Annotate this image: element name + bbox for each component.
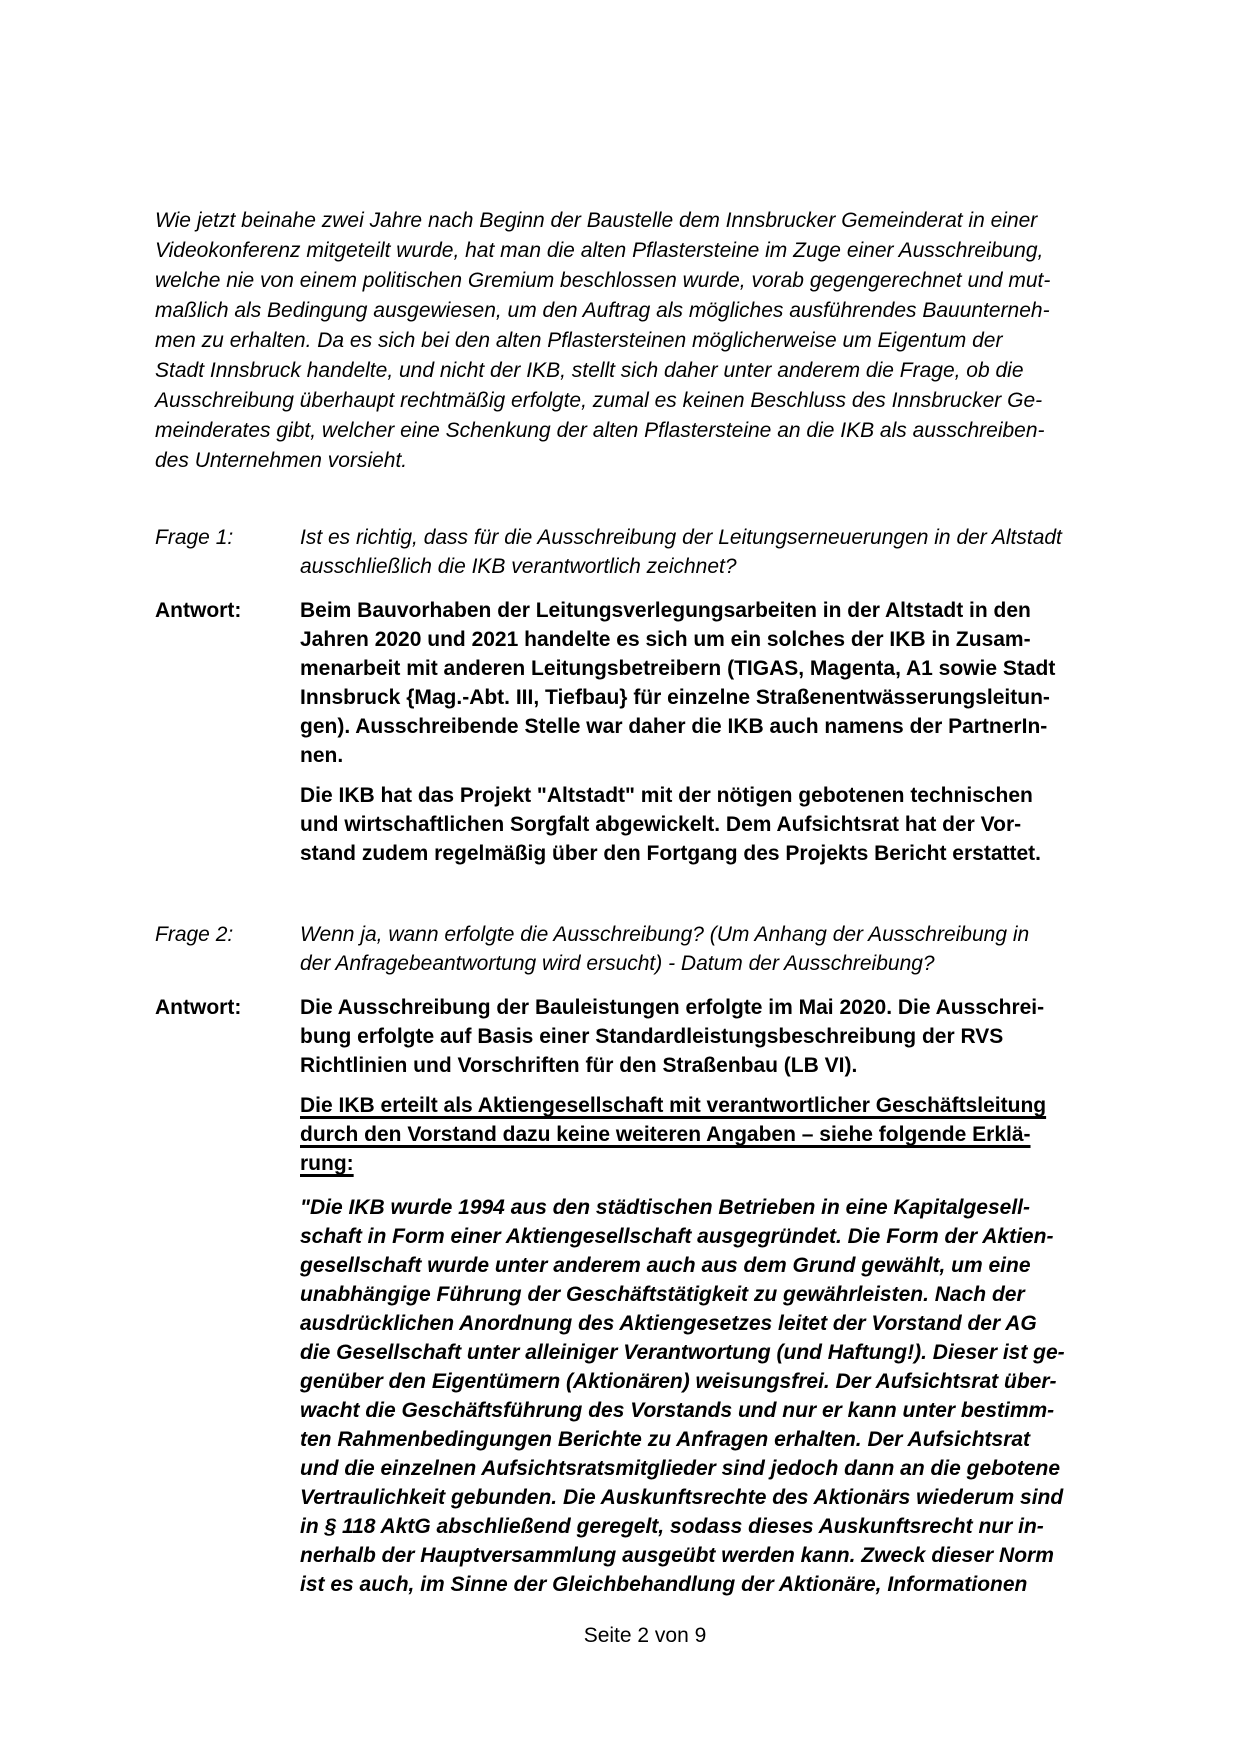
- text-line: der Anfragebeantwortung wird ersucht) - Datum der Ausschreibung?: [300, 952, 935, 975]
- text-line: rung:: [300, 1152, 354, 1175]
- text-line: Ausschreibung überhaupt rechtmäßig erfolgte, zumal es keinen Beschluss des Innsbrucker Ge-: [155, 389, 1043, 412]
- answer-1-row: [155, 596, 1241, 770]
- text-line: Die IKB erteilt als Aktiengesellschaft mit verantwortlicher Geschäftsleitung: [300, 1094, 1047, 1117]
- answer-1-paragraph-2: [300, 781, 1241, 868]
- text-line: und wirtschaftlichen Sorgfalt abgewickelt. Dem Aufsichtsrat hat der Vor-: [300, 813, 1022, 836]
- text-line: stand zudem regelmäßig über den Fortgang des Projekts Bericht erstattet.: [300, 842, 1041, 865]
- text-line: durch den Vorstand dazu keine weiteren Angaben – siehe folgende Erklä-: [300, 1123, 1031, 1146]
- text-line: wacht die Geschäftsführung des Vorstands und nur er kann unter bestimm-: [300, 1399, 1055, 1422]
- question-1-label: Frage 1:: [155, 526, 234, 549]
- answer-1-label: Antwort:: [155, 599, 242, 622]
- text-line: maßlich als Bedingung ausgewiesen, um den Auftrag als mögliches ausführendes Bauunterneh-: [155, 299, 1050, 322]
- text-line: Die Ausschreibung der Bauleistungen erfolgte im Mai 2020. Die Ausschrei-: [300, 996, 1045, 1019]
- intro-paragraph: [155, 206, 1241, 476]
- text-line: welche nie von einem politischen Gremium beschlossen wurde, vorab gegengerechnet und mut-: [155, 269, 1051, 292]
- text-line: gesellschaft wurde unter anderem auch aus dem Grund gewählt, um eine: [300, 1254, 1031, 1277]
- text-line: ten Rahmenbedingungen Berichte zu Anfragen erhalten. Der Aufsichtsrat: [300, 1428, 1031, 1451]
- question-2-row: [155, 920, 1241, 978]
- text-line: unabhängige Führung der Geschäftstätigkeit zu gewährleisten. Nach der: [300, 1283, 1025, 1306]
- text-line: meinderates gibt, welcher eine Schenkung der alten Pflastersteine an die IKB als ausschreiben-: [155, 419, 1045, 442]
- text-line: Die IKB hat das Projekt "Altstadt" mit der nötigen gebotenen technischen: [300, 784, 1033, 807]
- text-line: Wie jetzt beinahe zwei Jahre nach Beginn der Baustelle dem Innsbrucker Gemeinderat in einer: [155, 209, 1038, 232]
- text-line: bung erfolgte auf Basis einer Standardleistungsbeschreibung der RVS: [300, 1025, 1004, 1048]
- answer-2-paragraph-1: [300, 993, 1044, 1080]
- answer-2-row: [155, 993, 1241, 1080]
- text-line: nerhalb der Hauptversammlung ausgeübt werden kann. Zweck dieser Norm: [300, 1544, 1054, 1567]
- answer-1-paragraph-1: [300, 596, 1055, 770]
- page-number: Seite 2 von 9: [583, 1624, 707, 1647]
- text-line: schaft in Form einer Aktiengesellschaft ausgegründet. Die Form der Aktien-: [300, 1225, 1054, 1248]
- text-line: Wenn ja, wann erfolgte die Ausschreibung? (Um Anhang der Ausschreibung in: [300, 923, 1030, 946]
- text-line: ausschließlich die IKB verantwortlich zeichnet?: [300, 555, 737, 578]
- text-line: ausdrücklichen Anordnung des Aktiengesetzes leitet der Vorstand der AG: [300, 1312, 1037, 1335]
- text-line: Stadt Innsbruck handelte, und nicht der IKB, stellt sich daher unter anderem die Frage, ob die: [155, 359, 1024, 382]
- text-line: Jahren 2020 und 2021 handelte es sich um ein solches der IKB in Zusam-: [300, 628, 1031, 651]
- text-line: Ist es richtig, dass für die Ausschreibung der Leitungserneuerungen in der Altstadt: [300, 526, 1062, 549]
- text-line: genüber den Eigentümern (Aktionären) weisungsfrei. Der Aufsichtsrat über-: [300, 1370, 1057, 1393]
- text-line: "Die IKB wurde 1994 aus den städtischen Betrieben in eine Kapitalgesell-: [300, 1196, 1031, 1219]
- text-line: in § 118 AktG abschließend geregelt, sodass dieses Auskunftsrecht nur in-: [300, 1515, 1044, 1538]
- text-line: Richtlinien und Vorschriften für den Straßenbau (LB VI).: [300, 1054, 858, 1077]
- text-line: Videokonferenz mitgeteilt wurde, hat man die alten Pflastersteine im Zuge einer Ausschreibung,: [155, 239, 1044, 262]
- question-2-text: [300, 920, 1029, 978]
- question-1-text: [300, 523, 1062, 581]
- page-content: [0, 206, 1241, 1599]
- text-line: Innsbruck {Mag.-Abt. III, Tiefbau} für einzelne Straßenentwässerungsleitun-: [300, 686, 1050, 709]
- text-line: Vertraulichkeit gebunden. Die Auskunftsrechte des Aktionärs wiederum sind: [300, 1486, 1064, 1509]
- answer-2-quote-paragraph: [300, 1193, 1241, 1599]
- text-line: men zu erhalten. Da es sich bei den alten Pflastersteinen möglicherweise um Eigentum der: [155, 329, 1003, 352]
- question-1-row: [155, 523, 1241, 581]
- text-line: menarbeit mit anderen Leitungsbetreibern (TIGAS, Magenta, A1 sowie Stadt: [300, 657, 1056, 680]
- text-line: nen.: [300, 744, 344, 767]
- answer-2-label: Antwort:: [155, 996, 242, 1019]
- text-line: die Gesellschaft unter alleiniger Verantwortung (und Haftung!). Dieser ist ge-: [300, 1341, 1065, 1364]
- text-line: gen). Ausschreibende Stelle war daher die IKB auch namens der PartnerIn-: [300, 715, 1048, 738]
- question-2-label: Frage 2:: [155, 923, 234, 946]
- text-line: und die einzelnen Aufsichtsratsmitglieder sind jedoch dann an die gebotene: [300, 1457, 1060, 1480]
- text-line: ist es auch, im Sinne der Gleichbehandlung der Aktionäre, Informationen: [300, 1573, 1028, 1596]
- text-line: des Unternehmen vorsieht.: [155, 449, 408, 472]
- text-line: Beim Bauvorhaben der Leitungsverlegungsarbeiten in der Altstadt in den: [300, 599, 1031, 622]
- answer-2-underlined-statement: [300, 1091, 1241, 1178]
